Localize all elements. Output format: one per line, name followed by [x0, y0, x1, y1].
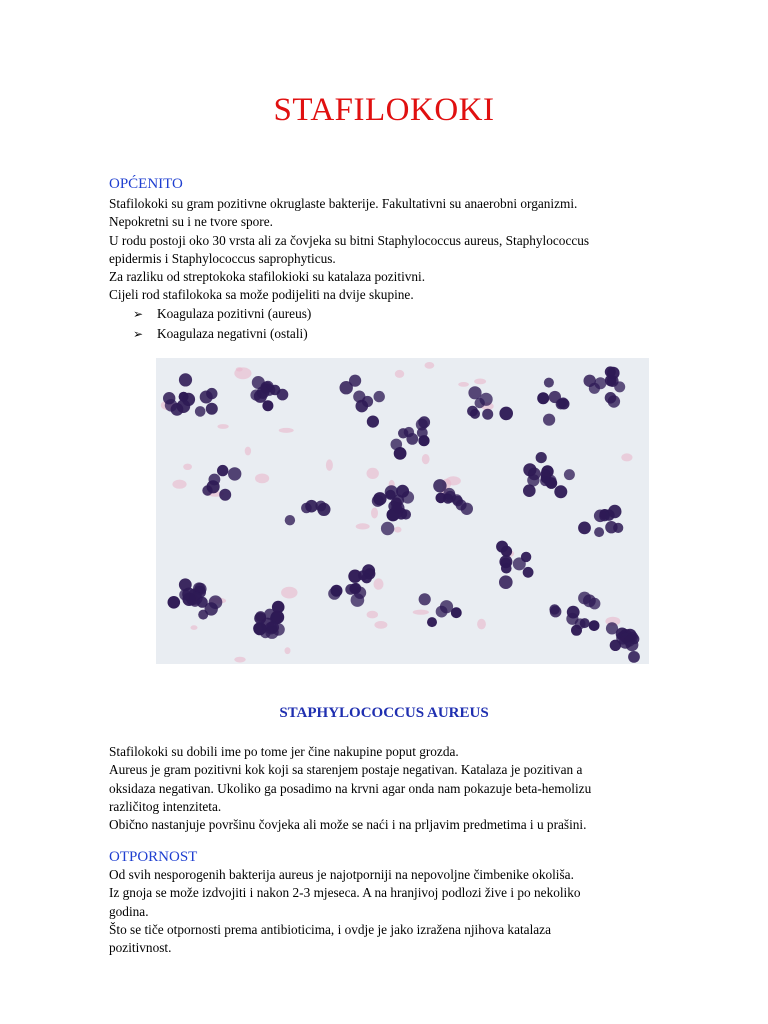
text-line: Stafilokoki su dobili ime po tome jer čine nakupine poput grozda. [109, 744, 459, 759]
section-aureus-text [109, 743, 689, 834]
section-general-text [109, 195, 669, 305]
section-heading-staph-aureus: STAPHYLOCOCCUS AUREUS [279, 705, 489, 721]
section-heading-resistance: OTPORNOST [109, 849, 198, 865]
text-line: Aureus je gram pozitivni kok koji sa starenjem postaje negativan. Katalaza je pozitivan a [109, 762, 583, 778]
text-line: godina. [109, 903, 149, 919]
bacteria-illustration [156, 358, 649, 664]
bullet-list [133, 304, 311, 344]
text-line: Stafilokoki su gram pozitivne okruglaste bakterije. Fakultativni su anaerobni organizmi. [109, 196, 578, 211]
section-heading-general: OPĆENITO [109, 176, 183, 192]
arrow-bullet-icon: ➢ [133, 307, 144, 321]
text-line: Cijeli rod stafilokoka sa može podijeliti na dvije skupine. [109, 287, 414, 303]
list-item [133, 304, 311, 324]
text-line: Za razliku od streptokoka stafilokioki su katalaza pozitivni. [109, 269, 426, 285]
arrow-bullet-icon: ➢ [133, 327, 144, 341]
text-line: različitog intenziteta. [109, 798, 222, 814]
list-item [133, 324, 311, 344]
microscope-image [156, 358, 649, 664]
list-item-label: Koagulaza negativni (ostali) [157, 326, 308, 341]
text-line: Obično nastanjuje površinu čovjeka ali može se naći i na prljavim predmetima i u prašini. [109, 817, 587, 833]
text-line: Što se tiče otpornosti prema antibioticima, i ovdje je jako izražena njihova katalaza [109, 921, 551, 937]
text-line: epidermis i Staphylococcus saprophyticus. [109, 250, 336, 266]
text-line: Iz gnoja se može izdvojiti i nakon 2-3 mjeseca. A na hranjivoj podlozi žive i po nekoliko [109, 885, 581, 901]
text-line: Od svih nesporogenih bakterija aureus je najotporniji na nepovoljne čimbenike okoliša. [109, 867, 574, 882]
text-line: Nepokretni su i ne tvore spore. [109, 214, 273, 230]
text-line: U rodu postoji oko 30 vrsta ali za čovjeka su bitni Staphylococcus aureus, Staphylococcus [109, 232, 590, 248]
text-line: oksidaza negativan. Ukoliko ga posadimo na krvni agar onda nam pokazuje beta-hemolizu [109, 780, 592, 796]
page-title: STAFILOKOKI [273, 92, 495, 128]
section-resistance-text [109, 866, 689, 957]
list-item-label: Koagulaza pozitivni (aureus) [157, 306, 312, 321]
text-line: pozitivnost. [109, 940, 172, 956]
